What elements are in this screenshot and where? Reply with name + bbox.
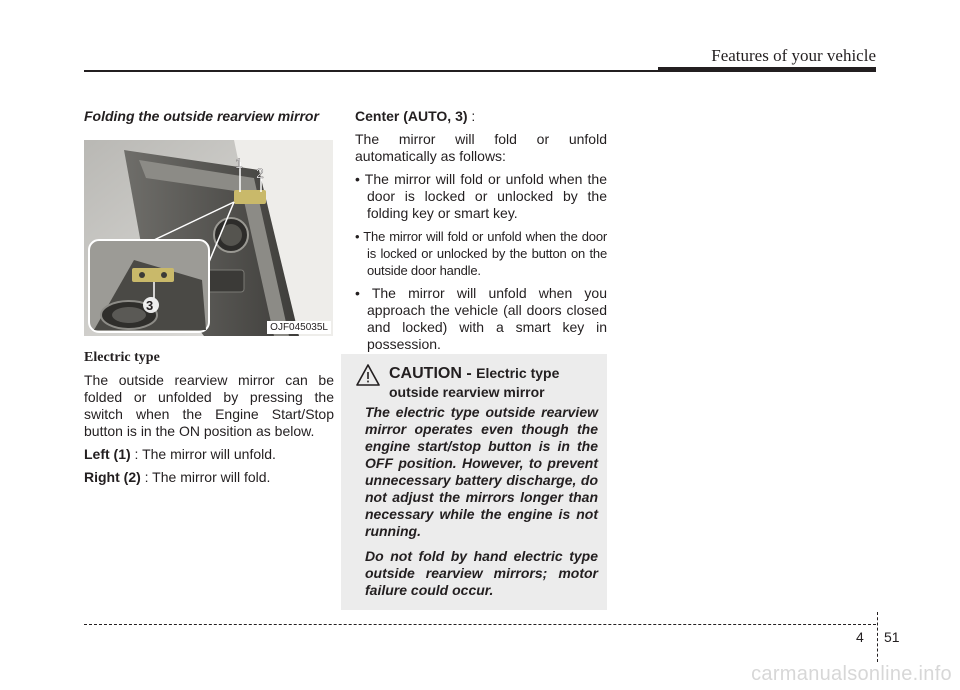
caution-header [355,363,595,401]
section-title: Folding the outside rearview mirror [84,108,319,124]
right-column [355,108,607,359]
bullet-item: • The mirror will fold or unfold when the door is locked or unlocked by the button on the outside door handle. [355,229,607,278]
callout-2: 2 [256,165,264,181]
bullet-text-2: The mirror will fold or unfold when the door is locked or unlocked by the button on the outside door handle. [363,229,607,278]
mirror-switch-figure [84,140,333,336]
left-text: : The mirror will unfold. [130,446,276,462]
center-label-suffix: : [467,108,476,124]
caution-body [365,404,598,607]
footer-rule [84,624,876,625]
electric-type-heading: Electric type [84,350,160,365]
callout-1: 1 [235,155,243,171]
mirror-switch-illustration [84,140,333,336]
left-column [84,108,334,492]
bullet-text-3: The mirror will unfold when you approach the vehicle (all doors closed and locked) with a smart key in possession. [367,285,607,352]
page-number: 51 [884,629,900,645]
right-label: Right (2) [84,469,141,485]
center-heading [355,108,607,125]
center-label: Center (AUTO, 3) [355,108,468,124]
caution-title-rest: Electric type [476,365,560,381]
caution-paragraph-1: The electric type outside rearview mirror operates even though the engine start/stop button is in the OFF position. However, to prevent unnecessary battery discharge, do not adjust the mirrors longer than necessary while the engine is not running. [365,404,598,539]
caution-box [341,354,607,610]
chapter-number: 4 [856,629,864,645]
caution-word: CAUTION [389,365,462,382]
caution-paragraph-2: Do not fold by hand electric type outside rearview mirrors; motor failure could occur. [365,548,598,598]
caution-title-separator: - [461,365,477,382]
warning-triangle-icon [355,363,381,387]
caution-title [355,363,595,384]
left-instruction [84,446,334,463]
watermark: carmanualsonline.info [751,663,952,685]
figure-code: OJF045035L [267,321,331,334]
right-instruction [84,469,334,486]
fold-buttons-top [234,190,266,204]
right-text: : The mirror will fold. [140,469,271,485]
bullet-item: • The mirror will fold or unfold when the door is locked or unlocked by the folding key or smart key. [355,171,607,221]
left-label: Left (1) [84,446,131,462]
header-rule-accent [658,67,876,72]
center-intro: The mirror will fold or unfold automatically as follows: [355,131,607,164]
caution-subtitle: outside rearview mirror [389,384,545,400]
bullet-text-1: The mirror will fold or unfold when the door is locked or unlocked by the folding key or smart key. [364,171,607,221]
electric-type-body: The outside rearview mirror can be folded or unfolded by pressing the switch when the Engine Start/Stop button is in the ON position as below. [84,372,334,439]
header-title: Features of your vehicle [711,46,876,65]
footer-divider [877,612,878,662]
bullet-item: • The mirror will unfold when you approach the vehicle (all doors closed and locked) with a smart key in possession. [355,285,607,352]
callout-3: 3 [146,298,154,313]
